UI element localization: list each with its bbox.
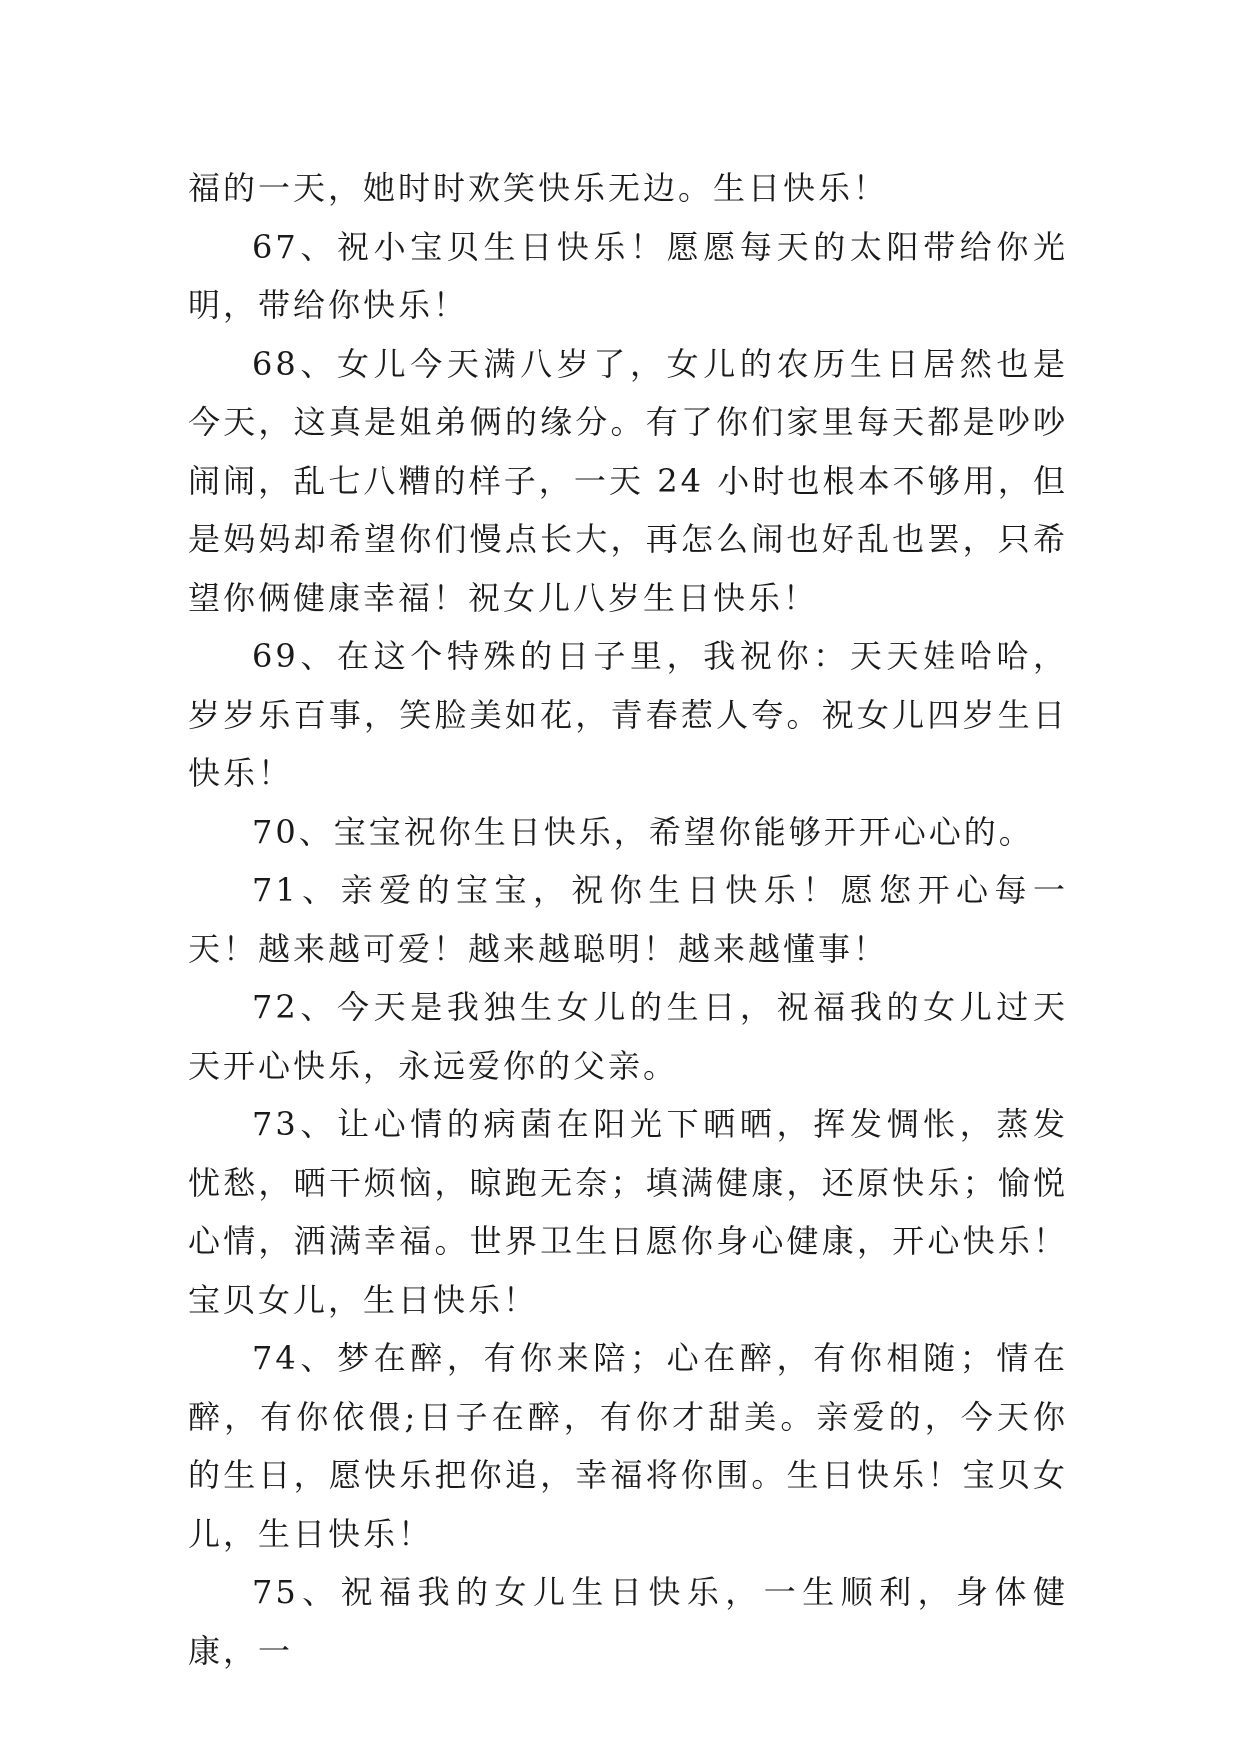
paragraph-70: 70、宝宝祝你生日快乐，希望你能够开开心心的。 <box>252 812 1034 851</box>
paragraph-72: 72、今天是我独生女儿的生日，祝福我的女儿过天天开心快乐，永远爱你的父亲。 <box>188 988 1068 1085</box>
paragraph-71: 71、亲爱的宝宝，祝你生日快乐！愿您开心每一天！越来越可爱！越来越聪明！越来越懂事！ <box>188 871 1068 968</box>
paragraph-67: 67、祝小宝贝生日快乐！愿愿每天的太阳带给你光明，带给你快乐！ <box>188 227 1068 324</box>
paragraph-continued: 福的一天，她时时欢笑快乐无边。生日快乐！ <box>188 169 889 207</box>
document-body <box>188 159 1068 1680</box>
paragraph-68: 68、女儿今天满八岁了，女儿的农历生日居然也是今天，这真是姐弟俩的缘分。有了你们家里每天都是吵吵闹闹，乱七八糟的样子，一天 24 小时也根本不够用，但是妈妈却希望你们慢点长大，再怎么闹也好乱也罢，只希望你俩健康幸福！祝女儿八岁生日快乐！ <box>188 344 1068 617</box>
paragraph-75: 75、祝福我的女儿生日快乐，一生顺利，身体健康，一 <box>188 1573 1068 1670</box>
paragraph-69: 69、在这个特殊的日子里，我祝你：天天娃哈哈，岁岁乐百事，笑脸美如花，青春惹人夸。祝女儿四岁生日快乐！ <box>188 637 1068 792</box>
paragraph-74: 74、梦在醉，有你来陪；心在醉，有你相随；情在醉，有你依偎;日子在醉，有你才甜美。亲爱的，今天你的生日，愿快乐把你追，幸福将你围。生日快乐！宝贝女儿，生日快乐！ <box>188 1339 1068 1553</box>
paragraph-73: 73、让心情的病菌在阳光下晒晒，挥发惆怅，蒸发忧愁，晒干烦恼，晾跑无奈；填满健康，还原快乐；愉悦心情，洒满幸福。世界卫生日愿你身心健康，开心快乐！宝贝女儿，生日快乐！ <box>188 1105 1068 1319</box>
